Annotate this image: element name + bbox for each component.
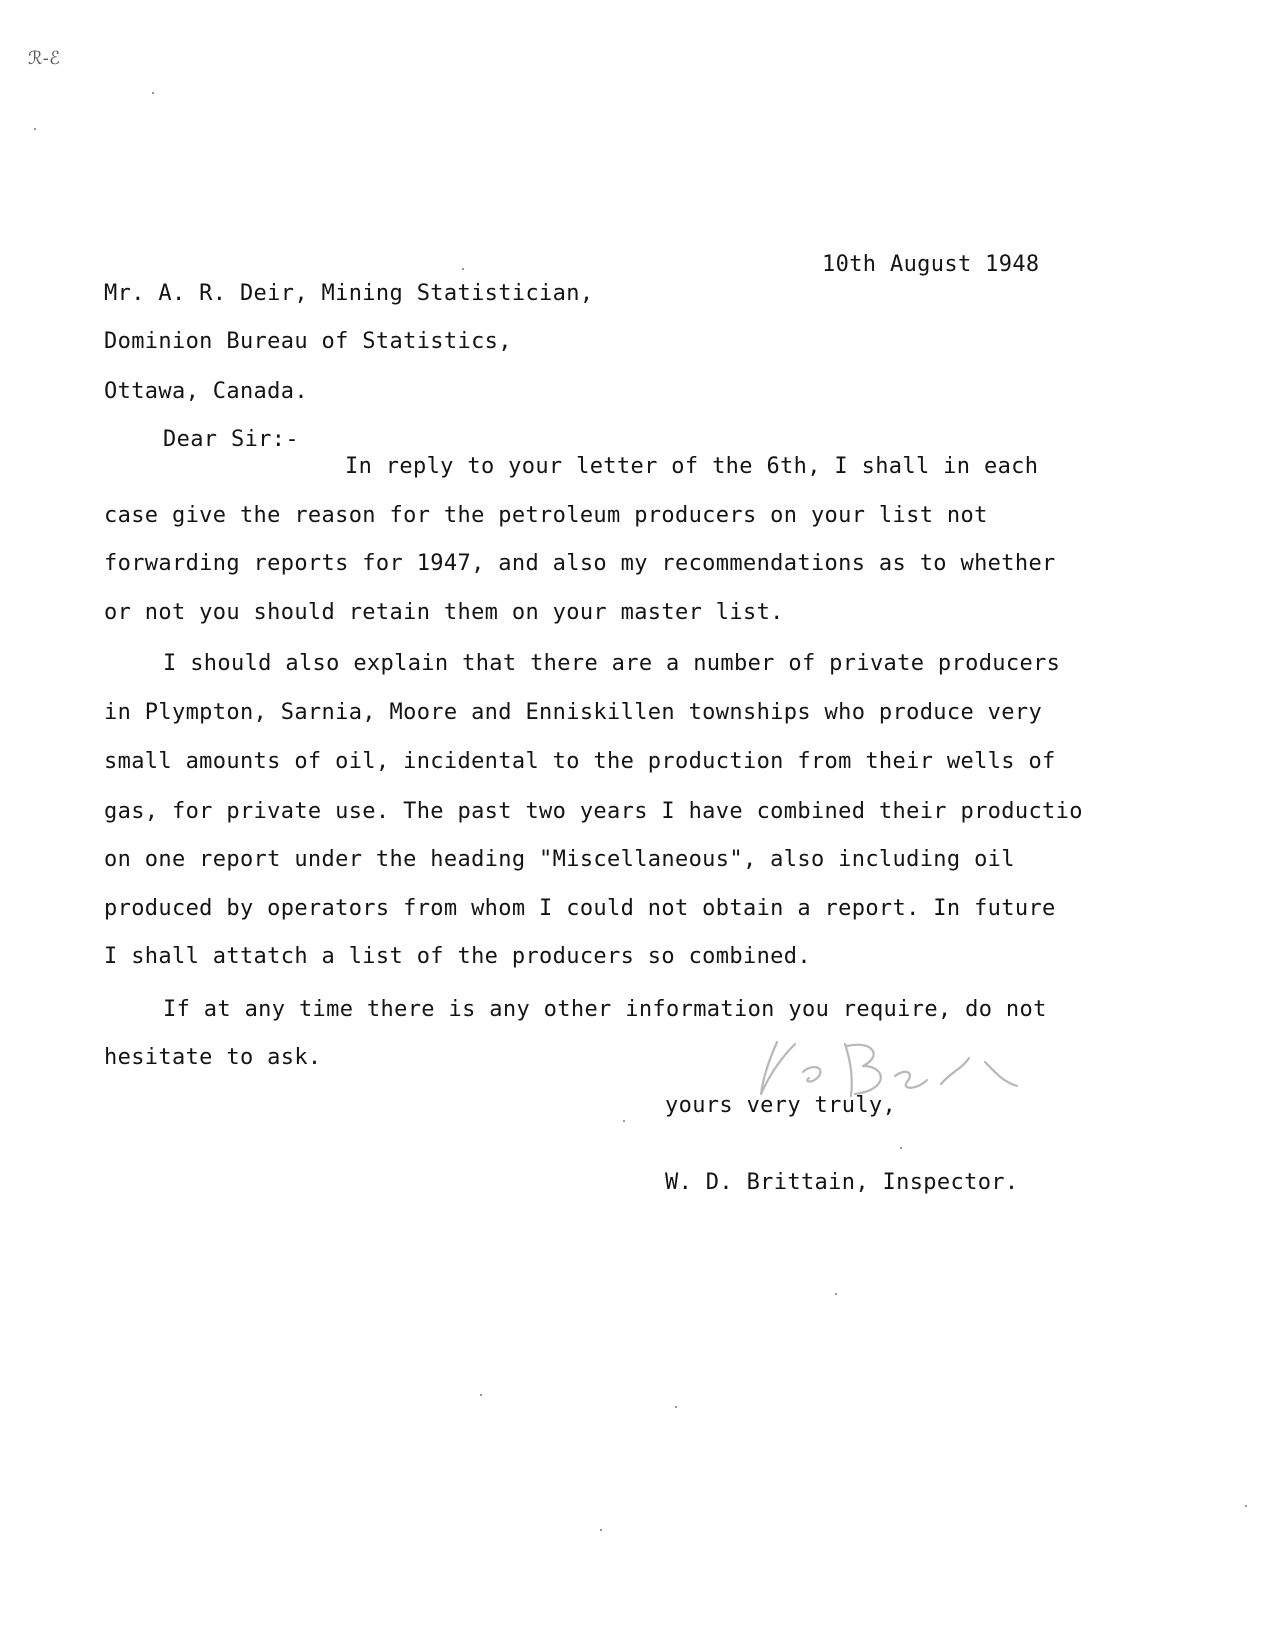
scan-speck bbox=[623, 1120, 625, 1122]
paragraph-2-line: in Plympton, Sarnia, Moore and Enniskillen townships who produce very bbox=[104, 700, 1043, 725]
paragraph-3-line: hesitate to ask. bbox=[104, 1045, 322, 1070]
paragraph-1-line: or not you should retain them on your master list. bbox=[104, 600, 784, 625]
salutation: Dear Sir:- bbox=[163, 427, 299, 452]
paragraph-1-line: case give the reason for the petroleum producers on your list not bbox=[104, 503, 988, 528]
scan-speck bbox=[600, 1529, 602, 1531]
scan-speck bbox=[900, 1147, 902, 1149]
scan-speck bbox=[1245, 1505, 1247, 1507]
signature-name: W. D. Brittain, Inspector. bbox=[665, 1170, 1019, 1195]
paragraph-2-line: small amounts of oil, incidental to the production from their wells of bbox=[104, 749, 1056, 774]
paragraph-1-line: forwarding reports for 1947, and also my recommendations as to whether bbox=[104, 551, 1056, 576]
scan-speck bbox=[152, 92, 154, 94]
recipient-line-1: Mr. A. R. Deir, Mining Statistician, bbox=[104, 281, 594, 306]
closing: yours very truly, bbox=[665, 1093, 897, 1118]
recipient-line-3: Ottawa, Canada. bbox=[104, 379, 308, 404]
scan-speck bbox=[835, 1293, 837, 1295]
scan-speck bbox=[34, 128, 36, 130]
paragraph-1-line: In reply to your letter of the 6th, I shall in each bbox=[345, 454, 1039, 479]
recipient-line-2: Dominion Bureau of Statistics, bbox=[104, 329, 512, 354]
paragraph-2-line: gas, for private use. The past two years I have combined their productio bbox=[104, 799, 1083, 824]
paragraph-2-line: produced by operators from whom I could not obtain a report. In future bbox=[104, 896, 1056, 921]
paragraph-2-line: I shall attatch a list of the producers so combined. bbox=[104, 944, 811, 969]
scan-speck bbox=[480, 1394, 482, 1396]
scan-speck bbox=[462, 268, 464, 270]
corner-handwritten-mark: ℛ-ℰ bbox=[28, 48, 61, 69]
scan-speck bbox=[675, 1406, 677, 1408]
paragraph-2-line: on one report under the heading "Miscellaneous", also including oil bbox=[104, 847, 1015, 872]
letter-date: 10th August 1948 bbox=[822, 252, 1040, 277]
paragraph-3-line: If at any time there is any other information you require, do not bbox=[163, 997, 1047, 1022]
paragraph-2-line: I should also explain that there are a number of private producers bbox=[163, 651, 1061, 676]
